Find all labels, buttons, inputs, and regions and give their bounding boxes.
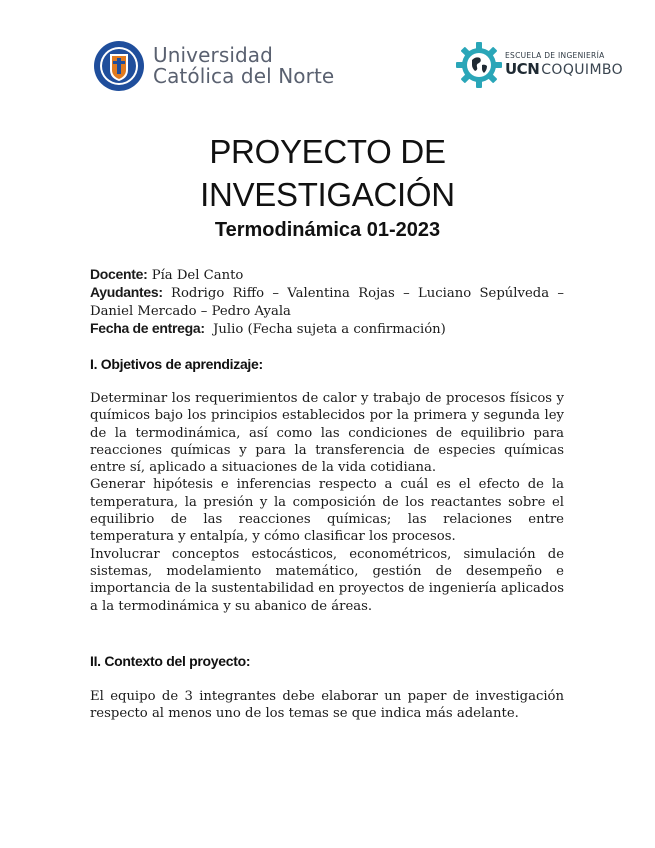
fecha-value: Julio (Fecha sujeta a confirmación) (204, 321, 446, 337)
objectives-block (90, 390, 564, 615)
fecha-label: Fecha de entrega: (90, 319, 205, 336)
fecha-line (90, 320, 564, 338)
ayudantes-label: Ayudantes: (90, 284, 163, 301)
section-heading-context: II. Contexto del proyecto: (90, 653, 251, 669)
section-heading-objectives: I. Objetivos de aprendizaje: (90, 356, 263, 372)
ucn-logo (93, 40, 334, 92)
docente-value: Pía Del Canto (147, 268, 244, 283)
eic-wordmark (505, 51, 623, 79)
ucn-seal-icon (93, 40, 145, 92)
docente-line (90, 266, 564, 284)
page-title-line1: PROYECTO DE (209, 133, 446, 170)
school-city-text: COQUIMBO (541, 62, 624, 78)
objective-paragraph: Generar hipótesis e inferencias respecto a cuál es el efecto de la temperatura, la presión y la composición de los reactantes sobre el equilibrio de las reacciones químicas; las relaciones entre temperatura y entalpía, y cómo clasificar los procesos. (90, 477, 564, 545)
school-small-text: ESCUELA DE INGENIERÍA (505, 51, 605, 60)
context-paragraph: El equipo de 3 integrantes debe elaborar un paper de investigación respecto al menos uno de los temas se que indica más adelante. (90, 689, 564, 722)
university-line2: Católica del Norte (153, 64, 335, 88)
objective-paragraph: Involucrar conceptos estocásticos, econométricos, simulación de sistemas, modelamiento matemático, gestión de desempeño e importancia de la sustentabilidad en proyectos de ingeniería aplicados a la termodinámica y su abanico de áreas. (90, 546, 564, 614)
docente-label: Docente: (90, 266, 148, 282)
gear-globe-icon (455, 41, 503, 89)
page-subtitle: Termodinámica 01-2023 (214, 219, 441, 241)
ayudantes-line (90, 284, 564, 320)
ucn-wordmark (153, 45, 334, 87)
eic-logo (455, 41, 623, 89)
university-line1: Universidad (153, 43, 273, 67)
objective-paragraph: Determinar los requerimientos de calor y trabajo de procesos físicos y químicos bajo los principios establecidos por la primera y segunda ley de la termodinámica, así como las condiciones de equilibrio para reacciones químicas y para la transferencia de especies químicas entre sí, aplicado a situaciones de la vida cotidiana. (90, 391, 564, 476)
page-title-line2: INVESTIGACIÓN (200, 176, 455, 213)
meta-block (90, 266, 564, 338)
ayudantes-value: Rodrigo Riffo – Valentina Rojas – Luciano Sepúlveda – Daniel Mercado – Pedro Ayala (90, 286, 564, 319)
school-ucn-text: UCN (505, 60, 540, 78)
